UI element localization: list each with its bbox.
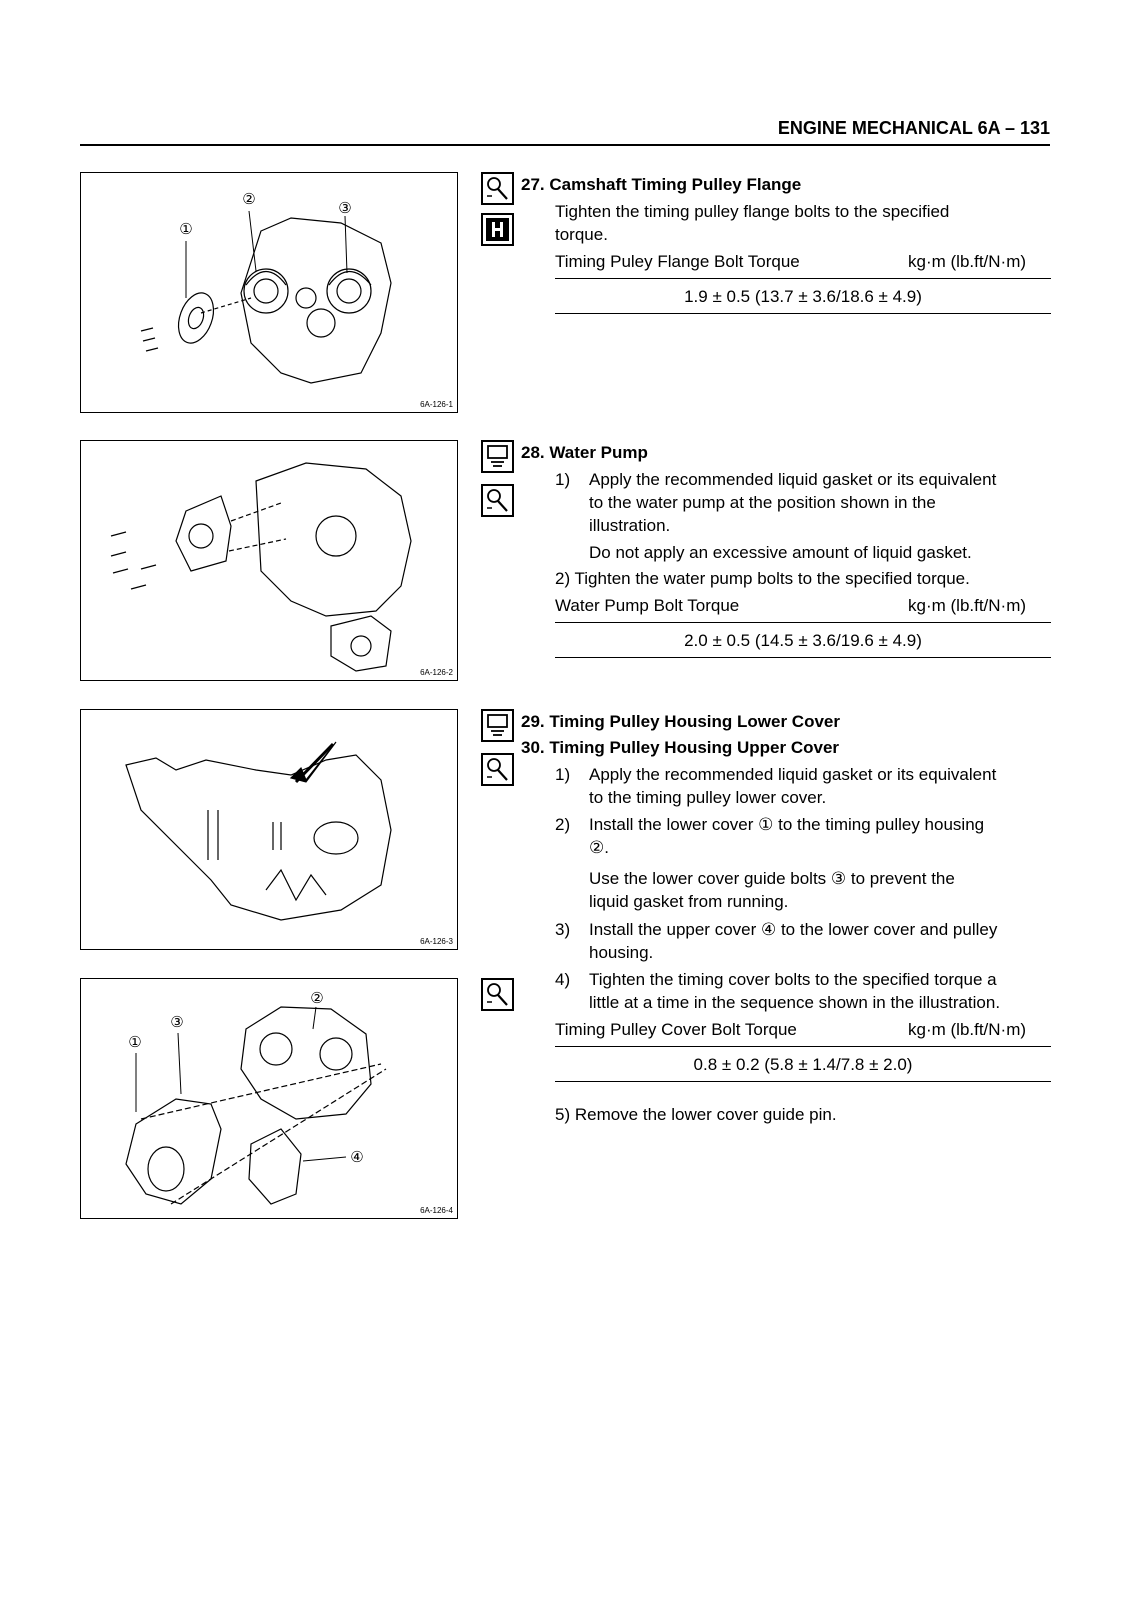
step-number: 4) bbox=[555, 970, 571, 989]
step-text: Tighten the timing cover bolts to the specified torque a bbox=[589, 970, 997, 989]
note-text: Do not apply an excessive amount of liquid gasket. bbox=[589, 543, 972, 562]
illustration-water-pump bbox=[81, 441, 457, 680]
step-number: 3) bbox=[555, 920, 571, 939]
divider bbox=[555, 313, 1051, 314]
figure-code: 6A-126-3 bbox=[420, 937, 453, 946]
step-number: 1) bbox=[555, 470, 571, 489]
torque-label: Water Pump Bolt Torque bbox=[555, 596, 740, 615]
step-number: 1) bbox=[555, 765, 571, 784]
step-text: Apply the recommended liquid gasket or its equivalent bbox=[589, 470, 997, 489]
callout-2: ② bbox=[242, 190, 256, 208]
step-text: to the water pump at the position shown in the bbox=[589, 493, 936, 512]
step-text: Install the lower cover ① to the timing pulley housing bbox=[589, 815, 985, 834]
liquid-gasket-icon bbox=[481, 709, 514, 742]
figure-code: 6A-126-2 bbox=[420, 668, 453, 677]
callout-1: ① bbox=[179, 220, 193, 238]
inspect-icon bbox=[481, 172, 514, 205]
torque-unit: kg·m (lb.ft/N·m) bbox=[908, 1020, 1027, 1039]
section-28-title: 28. Water Pump bbox=[521, 443, 648, 462]
divider bbox=[555, 1081, 1051, 1082]
step-text: to the timing pulley lower cover. bbox=[589, 788, 827, 807]
step-text: Apply the recommended liquid gasket or its equivalent bbox=[589, 765, 997, 784]
step-text: 5) Remove the lower cover guide pin. bbox=[555, 1105, 837, 1124]
figure-code: 6A-126-1 bbox=[420, 400, 453, 409]
step-number: 2) bbox=[555, 815, 571, 834]
step-text: 2) Tighten the water pump bolts to the specified torque. bbox=[555, 569, 970, 588]
step-text: little at a time in the sequence shown in the illustration. bbox=[589, 993, 1001, 1012]
figure-lower-cover bbox=[80, 709, 458, 950]
illustration-flange bbox=[81, 173, 457, 412]
divider bbox=[555, 657, 1051, 658]
callout-4: ④ bbox=[350, 1148, 364, 1166]
specification-icon bbox=[481, 213, 514, 246]
inspect-icon bbox=[481, 753, 514, 786]
liquid-gasket-icon bbox=[481, 440, 514, 473]
figure-upper-cover bbox=[80, 978, 458, 1219]
figure-camshaft-pulley-flange bbox=[80, 172, 458, 413]
inspect-icon bbox=[481, 484, 514, 517]
torque-unit: kg·m (lb.ft/N·m) bbox=[908, 252, 1027, 271]
torque-value: 1.9 ± 0.5 (13.7 ± 3.6/18.6 ± 4.9) bbox=[684, 287, 922, 306]
section-27-title: 27. Camshaft Timing Pulley Flange bbox=[521, 175, 802, 194]
divider bbox=[555, 622, 1051, 623]
illustration-upper-cover bbox=[81, 979, 457, 1218]
callout-1: ① bbox=[128, 1033, 142, 1051]
figure-water-pump bbox=[80, 440, 458, 681]
step-text: Install the upper cover ④ to the lower cover and pulley bbox=[589, 920, 998, 939]
callout-2: ② bbox=[310, 989, 324, 1007]
illustration-lower-cover bbox=[81, 710, 457, 949]
step-text: housing. bbox=[589, 943, 654, 962]
figure-code: 6A-126-4 bbox=[420, 1206, 453, 1215]
torque-unit: kg·m (lb.ft/N·m) bbox=[908, 596, 1027, 615]
torque-label: Timing Pulley Cover Bolt Torque bbox=[555, 1020, 797, 1039]
inspect-icon bbox=[481, 978, 514, 1011]
callout-3: ③ bbox=[338, 199, 352, 217]
step-text: ②. bbox=[589, 838, 609, 857]
section-27-text: torque. bbox=[555, 225, 608, 244]
header-title: ENGINE MECHANICAL 6A – 131 bbox=[777, 118, 1050, 138]
torque-label: Timing Puley Flange Bolt Torque bbox=[555, 252, 800, 271]
callout-3: ③ bbox=[170, 1013, 184, 1031]
divider bbox=[555, 1046, 1051, 1047]
step-text: illustration. bbox=[589, 516, 671, 535]
section-30-title: 30. Timing Pulley Housing Upper Cover bbox=[521, 738, 840, 757]
section-29-title: 29. Timing Pulley Housing Lower Cover bbox=[521, 712, 840, 731]
note-text: liquid gasket from running. bbox=[589, 892, 789, 911]
torque-value: 2.0 ± 0.5 (14.5 ± 3.6/19.6 ± 4.9) bbox=[684, 631, 922, 650]
section-27-text: Tighten the timing pulley flange bolts to the specified bbox=[555, 202, 950, 221]
note-text: Use the lower cover guide bolts ③ to prevent the bbox=[589, 869, 955, 888]
divider bbox=[555, 278, 1051, 279]
torque-value: 0.8 ± 0.2 (5.8 ± 1.4/7.8 ± 2.0) bbox=[693, 1055, 913, 1074]
page-header bbox=[80, 118, 1050, 146]
